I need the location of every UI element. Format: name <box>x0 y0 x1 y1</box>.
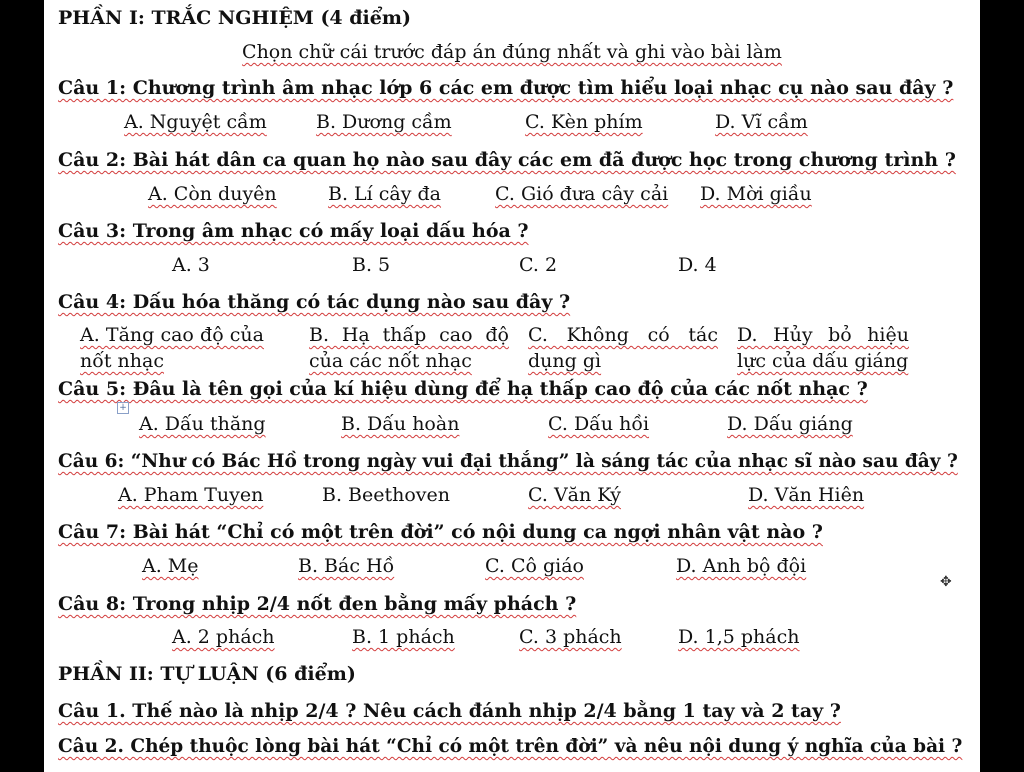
option-a: A. Pham Tuyen <box>118 484 264 506</box>
option-a: A. 3 <box>172 254 210 276</box>
option-c: C. 2 <box>519 254 558 276</box>
question-3: Câu 3: Trong âm nhạc có mấy loại dấu hóa ? <box>58 220 529 242</box>
option-a: A. Nguyệt cầm <box>124 111 267 133</box>
option-d: D. 1,5 phách <box>678 626 800 648</box>
options-q1 <box>44 108 980 136</box>
options-q2 <box>44 180 980 208</box>
option-d: D. Văn Hiên <box>748 484 865 506</box>
instruction: Chọn chữ cái trước đáp án đúng nhất và ghi vào bài làm <box>242 41 782 63</box>
part2-heading: PHẦN II: TỰ LUẬN (6 điểm) <box>58 663 356 685</box>
option-a: A. Dấu thăng <box>139 413 266 435</box>
option-b: B. 1 phách <box>352 626 455 648</box>
option-c: C. Dấu hồi <box>548 413 650 435</box>
option-c: C. 3 phách <box>519 626 622 648</box>
option-d: D. Anh bộ đội <box>676 555 807 577</box>
option-a: A. 2 phách <box>172 626 275 648</box>
option-c: C. Cô giáo <box>485 555 584 577</box>
option-a: A. Còn duyên <box>148 183 277 205</box>
options-q7 <box>44 552 980 580</box>
option-b: B. Lí cây đa <box>328 183 442 205</box>
anchor-icon: + <box>117 402 129 414</box>
option-c: C. Văn Ký <box>528 484 621 506</box>
option-b: B. Dương cầm <box>316 111 452 133</box>
option-d: D. Vĩ cầm <box>715 111 808 133</box>
question-8: Câu 8: Trong nhịp 2/4 nốt đen bằng mấy phách ? <box>58 593 577 615</box>
options-q4 <box>44 322 980 376</box>
option-d: D. Dấu giáng <box>727 413 853 435</box>
essay-question-2: Câu 2. Chép thuộc lòng bài hát “Chỉ có một trên đời” và nêu nội dung ý nghĩa của bài ? <box>58 736 963 757</box>
question-2: Câu 2: Bài hát dân ca quan họ nào sau đây các em đã được học trong chương trình ? <box>58 149 956 171</box>
question-6: Câu 6: “Như có Bác Hồ trong ngày vui đại thắng” là sáng tác của nhạc sĩ nào sau đây ? <box>58 451 958 472</box>
option-b: B. Dấu hoàn <box>341 413 460 435</box>
option-c: C. Gió đưa cây cải <box>495 183 669 205</box>
options-q6 <box>44 481 980 509</box>
move-handle-icon: ✥ <box>940 574 952 590</box>
option-a: A. Tăng cao độ của nốt nhạc <box>80 324 264 372</box>
option-d: D. 4 <box>678 254 717 276</box>
option-d: D. Mời giầu <box>700 183 812 205</box>
question-4: Câu 4: Dấu hóa thăng có tác dụng nào sau đây ? <box>58 291 571 313</box>
option-d: D. Hủy bỏ hiệu lực của dấu giáng <box>737 324 909 372</box>
options-q3 <box>44 251 980 279</box>
option-c: C. Không có tác dụng gì <box>528 324 718 372</box>
question-1: Câu 1: Chương trình âm nhạc lớp 6 các em được tìm hiểu loại nhạc cụ nào sau đây ? <box>58 77 954 99</box>
option-b: B. Beethoven <box>322 484 451 506</box>
options-q8 <box>44 623 980 651</box>
document-page <box>44 0 980 772</box>
option-a: A. Mẹ <box>142 555 199 577</box>
option-b: B. Hạ thấp cao độ của các nốt nhạc <box>309 324 509 372</box>
options-q5 <box>44 410 980 438</box>
essay-question-1: Câu 1. Thế nào là nhịp 2/4 ? Nêu cách đánh nhịp 2/4 bằng 1 tay và 2 tay ? <box>58 700 841 722</box>
question-7: Câu 7: Bài hát “Chỉ có một trên đời” có nội dung ca ngợi nhân vật nào ? <box>58 521 823 543</box>
option-c: C. Kèn phím <box>525 111 643 133</box>
part1-heading: PHẦN I: TRẮC NGHIỆM (4 điểm) <box>58 7 411 29</box>
option-b: B. 5 <box>352 254 391 276</box>
question-5: Câu 5: Đâu là tên gọi của kí hiệu dùng để hạ thấp cao độ của các nốt nhạc ? <box>58 378 868 400</box>
option-b: B. Bác Hồ <box>298 555 395 577</box>
